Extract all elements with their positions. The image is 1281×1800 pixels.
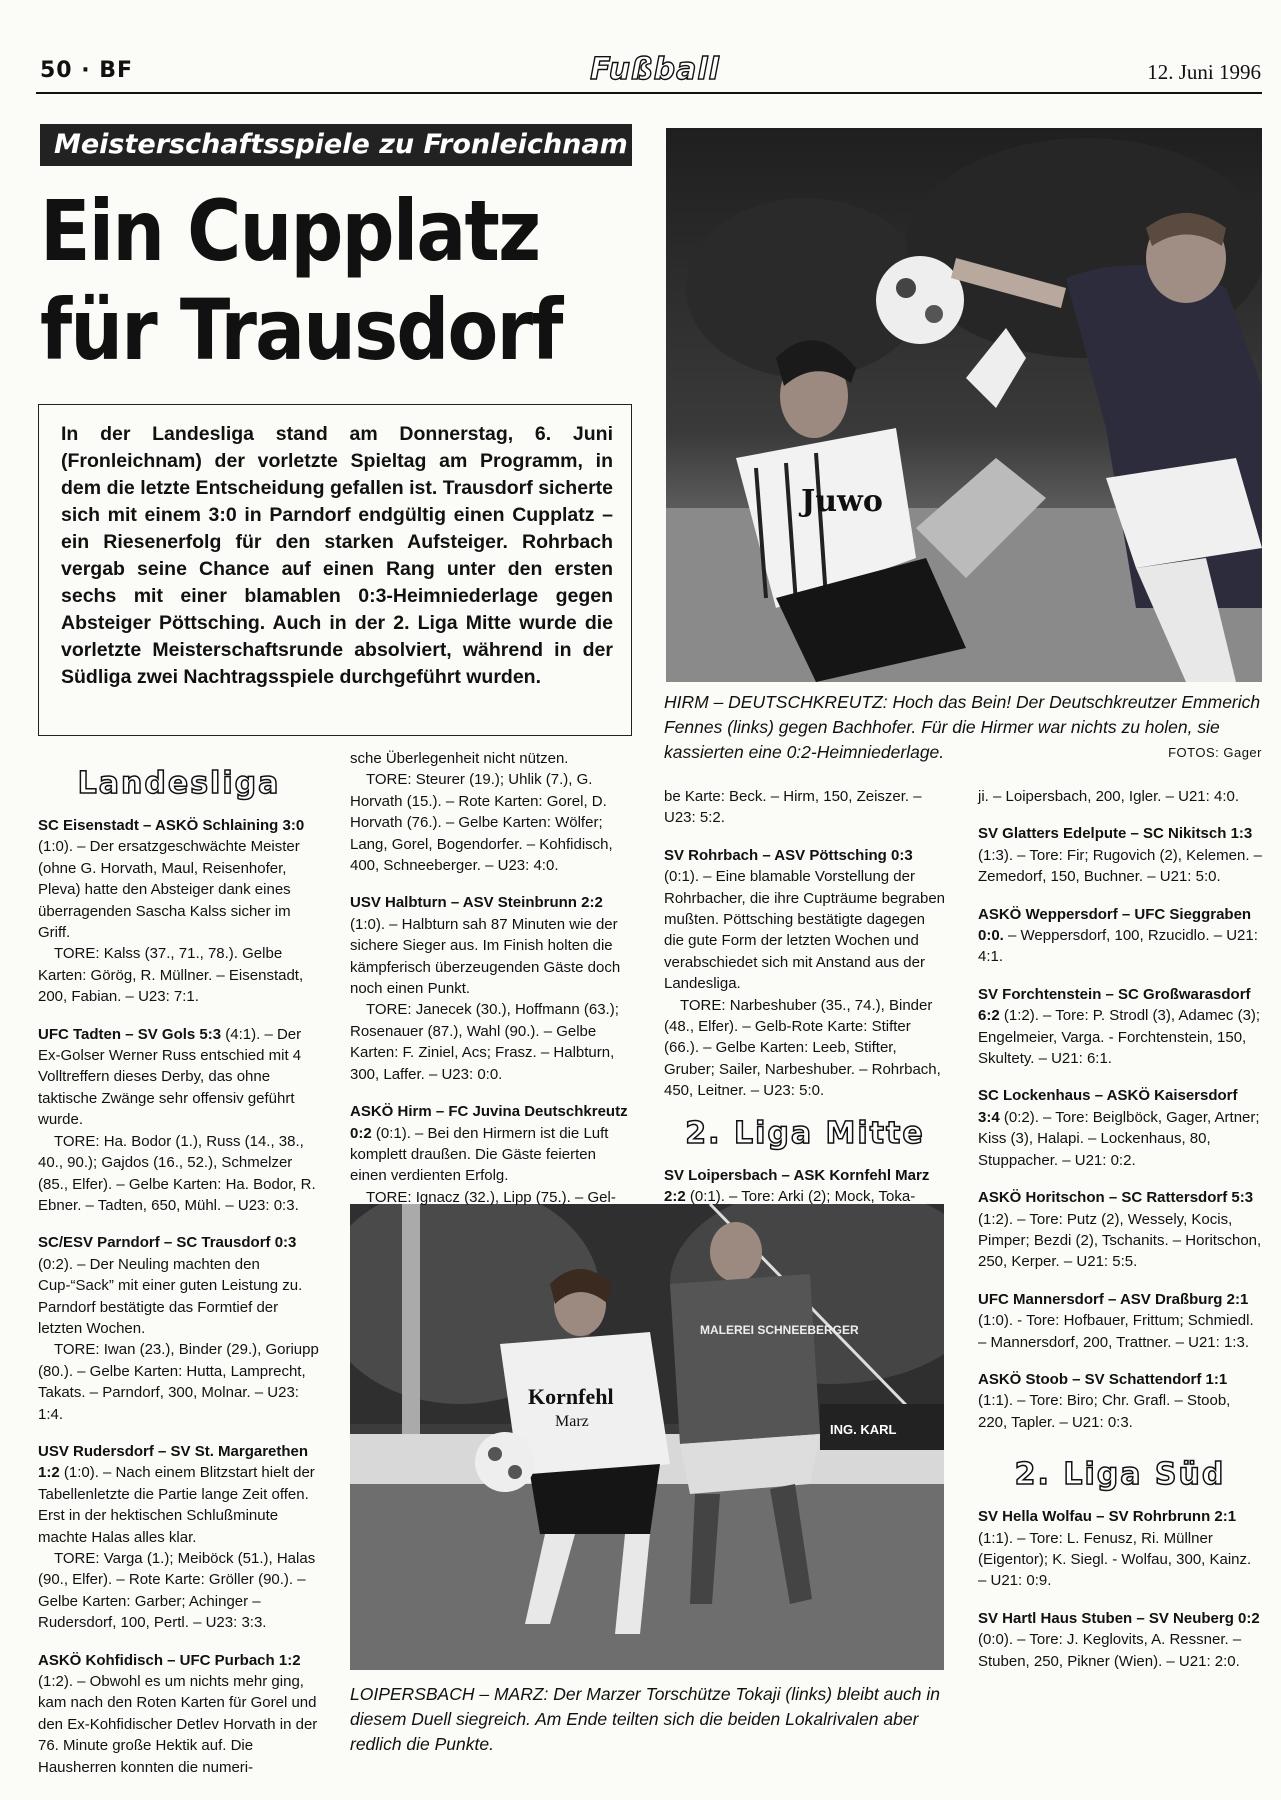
match-report (978, 984, 1262, 1070)
kicker: Meisterschaftsspiele zu Fronleichnam (40, 124, 632, 166)
match-summary (664, 786, 946, 829)
match-report (978, 904, 1262, 968)
column-1 (38, 758, 320, 1778)
match-report (38, 815, 320, 1008)
match-title: SC Lockenhaus – ASKÖ Kaisersdorf 3:4 (978, 1087, 1238, 1126)
headline-line-1: Ein Cupplatz (40, 182, 540, 280)
photo1-caption (664, 690, 1262, 765)
match-report (38, 1232, 320, 1425)
match-summary (38, 815, 320, 943)
match-summary (978, 904, 1262, 968)
match-text: (1:3). – Tore: Fir; Rugovich (2), Kelemen. – Zemedorf, 150, Buchner. – U21: 5:0. (978, 846, 1263, 886)
photo1-caption-text: HIRM – DEUTSCHKREUTZ: Hoch das Bein! Der Deutschkreutzer Emmerich Fennes (links) gegen Bachhofer. Für die Hirmer war nichts zu holen, sie kassierten eine 0:2-Heimniederlage. (664, 692, 1261, 762)
match-text: (1:1). – Tore: L. Fenusz, Ri. Müllner (Eigentor); K. Siegl. - Wolfau, 300, Kainz. – U21: 0:9. (978, 1529, 1252, 1590)
match-title: SC Eisenstadt – ASKÖ Schlaining 3:0 (38, 817, 305, 834)
match-title: ASKÖ Horitschon – SC Rattersdorf 5:3 (978, 1189, 1254, 1207)
match-summary (350, 748, 634, 769)
match-text: (1:0). – Der ersatzgeschwächte Meister (ohne G. Horvath, Maul, Reisenhofer, Pleva) hatte den Absteiger dank eines überragenden Sascha Kalss sicher im Griff. (38, 838, 300, 942)
match-title: ASKÖ Hirm – FC Juvina Deutschkreutz 0:2 (350, 1103, 628, 1142)
issue-date: 12. Juni 1996 (1147, 60, 1261, 84)
photo-loipersbach-marz (350, 1204, 944, 1670)
match-summary (978, 1608, 1262, 1672)
column-2 (350, 748, 634, 1208)
match-stats: TORE: Steurer (19.); Uhlik (7.), G. Horvath (15.). – Rote Karten: Gorel, D. Horvath (76.). – Gelbe Karten: Wölfer; Lang, Gorel, Bogendorfer. – Kohfidisch, 400, Schneeberger. – U23: 4:0. (350, 771, 613, 875)
match-summary (978, 984, 1262, 1070)
match-text: (1:2). – Tore: Putz (2), Wessely, Kocis, Pimper; Bezdi (2), Tschanits. – Horitschon, 250, Kerper. – U21: 5:5. (978, 1210, 1262, 1271)
match-title: SV Rohrbach – ASV Pöttsching 0:3 (664, 846, 913, 864)
match-text: (0:0). – Tore: J. Keglovits, A. Ressner. – Stuben, 250, Pikner (Wien). – U21: 2:0. (978, 1631, 1242, 1670)
photo1-shirt-text: Juwo (801, 484, 883, 519)
match-summary (350, 1101, 634, 1187)
match-text: (1:2). – Tore: P. Strodl (3), Adamec (3); Engelmeier, Varga. - Forchtenstein, 150, Skultety. – U21: 6:1. (978, 1007, 1261, 1068)
match-title: UFC Mannersdorf – ASV Draßburg 2:1 (978, 1290, 1249, 1308)
match-summary (978, 1289, 1262, 1353)
match-report (978, 823, 1262, 887)
photo2-shirt-text-1: Kornfehl (528, 1384, 614, 1409)
match-text: (1:0). – Halbturn sah 87 Minuten wie der sichere Sieger aus. Im Finish holten die kämpferisch überzeugenden Gäste doch noch einen Punkt. (350, 915, 621, 998)
match-report (978, 1289, 1262, 1353)
column-4 (978, 786, 1262, 1672)
match-summary (978, 1506, 1262, 1592)
match-summary (978, 1369, 1262, 1433)
match-text: (1:2). – Obwohl es um nichts mehr ging, kam nach den Roten Karten für Gorel und den Ex-Kohfidischer Detlev Horvath in der 76. Minute große Hektik auf. Die Hausherren konnten die numeri- (38, 1673, 318, 1776)
header-rule (36, 92, 1262, 94)
match-report (978, 786, 1262, 807)
match-stats: TORE: Ignacz (32.), Lipp (75.). – Gel- (366, 1188, 616, 1206)
match-report (664, 1165, 946, 1208)
section-heading-landesliga: Landesliga (77, 766, 281, 801)
photo-credit: FOTOS: Gager (1168, 745, 1262, 760)
match-text: (0:1). – Bei den Hirmern ist die Luft komplett draußen. Die Gäste feierten einen verdienten Erfolg. (350, 1124, 609, 1185)
match-title: SC/ESV Parndorf – SC Trausdorf 0:3 (38, 1234, 297, 1252)
section-heading-liga-sued: 2. Liga Süd (1014, 1457, 1226, 1493)
match-title: ASKÖ Stoob – SV Schattendorf 1:1 (978, 1370, 1228, 1388)
photo2-caption: LOIPERSBACH – MARZ: Der Marzer Torschütze Tokaji (links) bleibt auch in diesem Duell siegreich. Am Ende teilten sich die beiden Lokalrivalen aber redlich die Punkte. (350, 1684, 941, 1754)
match-report (978, 1369, 1262, 1433)
match-summary (664, 1165, 946, 1208)
match-text: sche Überlegenheit nicht nützen. (350, 750, 569, 767)
photo2-shirt-text-2: Marz (555, 1413, 589, 1430)
match-summary (978, 1187, 1262, 1273)
match-text: be Karte: Beck. – Hirm, 150, Zeiszer. – U23: 5:2. (664, 788, 922, 827)
match-report (664, 786, 946, 829)
match-report (38, 1441, 320, 1634)
match-report (350, 748, 634, 876)
match-report (350, 892, 634, 1085)
match-text: (0:2). – Tore: Beiglböck, Gager, Artner; Kiss (3), Halapi. – Lockenhaus, 80, Stuppacher. – U21: 0:2. (978, 1108, 1260, 1169)
match-title: SV Forchtenstein – SC Großwarasdorf 6:2 (978, 985, 1251, 1025)
match-summary (978, 786, 1262, 807)
match-text: – Weppersdorf, 100, Rzucidlo. – U21: 4:1. (978, 927, 1258, 966)
match-text: ji. – Loipersbach, 200, Igler. – U21: 4:0. (978, 788, 1239, 805)
match-text: (4:1). – Der Ex-Golser Werner Russ entschied mit 4 Volltreffern dieses Derby, das ohne taktische Zwänge sehr offensiv geführt wurde. (38, 1025, 302, 1129)
column-3-matches-landesliga (664, 786, 946, 1102)
match-stats: TORE: Iwan (23.), Binder (29.), Goriupp (80.). – Gelbe Karten: Hutta, Lamprecht, Takats. – Parndorf, 300, Molnar. – U23: 1:4. (38, 1341, 319, 1423)
section-heading-liga-mitte: 2. Liga Mitte (685, 1115, 925, 1151)
column-1-matches (38, 815, 320, 1778)
match-stats: TORE: Janecek (30.), Hoffmann (63.); Rosenauer (87.), Wahl (90.). – Gelbe Karten: F. Ziniel, Acs; Frasz. – Halbturn, 300, Laffer. – U23: 0:0. (350, 1001, 619, 1083)
column-3 (664, 786, 946, 1208)
lead-paragraph: In der Landesliga stand am Donnerstag, 6. Juni (Fronleichnam) der vorletzte Spieltag am Programm, in dem die letzte Entscheidung gefallen ist. Trausdorf sicherte sich mit einem 3:0 in Parndorf endgültig einen Cupplatz – ein Riesenerfolg für den starken Aufsteiger. Rohrbach vergab seine Chance auf einen Rang unter den ersten sechs mit einer blamablen 0:3-Heimniederlage gegen Absteiger Pöttsching. Auch in der 2. Liga Mitte wurde die vorletzte Meisterschaftsrunde absolviert, während in der Südliga zwei Nachtragsspiele durchgeführt wurden. (38, 404, 632, 736)
match-title: USV Halbturn – ASV Steinbrunn 2:2 (350, 894, 603, 912)
match-summary (978, 1085, 1262, 1171)
match-report (38, 1650, 320, 1778)
photo-loipersbach-marz-image (350, 1204, 944, 1670)
column-2-matches (350, 748, 634, 1208)
photo-hirm-deutschkreutz-image (666, 128, 1262, 682)
match-report (664, 845, 946, 1102)
match-text: (0:1). – Tore: Arki (2); Mock, Toka- (689, 1188, 916, 1206)
match-summary (38, 1650, 320, 1778)
match-stats: TORE: Narbeshuber (35., 74.), Binder (48., Elfer). – Gelb-Rote Karte: Stifter (66.). – Gelbe Karten: Leeb, Stifter, Gruber; Sailer, Narbeshuber. – Rohrbach, 450, Leitner. – U23: 5:0. (664, 996, 941, 1100)
match-summary (664, 845, 946, 995)
column-4-matches-mitte (978, 786, 1262, 1433)
match-text: (1:1). – Tore: Biro; Chr. Grafl. – Stoob, 220, Tapler. – U21: 0:3. (978, 1392, 1231, 1431)
match-report (978, 1085, 1262, 1171)
match-title: SV Glatters Edelpute – SC Nikitsch 1:3 (978, 825, 1253, 843)
match-report (38, 1024, 320, 1217)
match-report (978, 1608, 1262, 1672)
match-text: (1:0). - Tore: Hofbauer, Frittum; Schmiedl. – Mannersdorf, 200, Trattner. – U21: 1:3. (978, 1312, 1254, 1351)
photo2-shirt-text-3: MALEREI SCHNEEBERGER (700, 1323, 859, 1337)
match-summary (38, 1024, 320, 1131)
match-summary (978, 823, 1262, 887)
match-stats: TORE: Ha. Bodor (1.), Russ (14., 38., 40., 90.); Gajdos (16., 52.), Schmelzer (85., Elfer). – Gelbe Karten: Ha. Bodor, R. Ebner. – Tadten, 650, Mühl. – U23: 0:3. (38, 1132, 316, 1214)
match-title: SV Hartl Haus Stuben – SV Neuberg 0:2 (978, 1609, 1260, 1627)
match-summary (350, 892, 634, 999)
match-text: (0:2). – Der Neuling machten den Cup-“Sack” mit einer guten Leistung zu. Parndorf bestätigte das Formtief der letzten Wochen. (38, 1255, 303, 1337)
section-title: Fußball (590, 52, 720, 87)
page-number: 50 · BF (40, 58, 134, 83)
match-text: (1:0). – Nach einem Blitzstart hielt der Tabellenletzte die Partie lange Zeit offen. Erst in der hektischen Schlußminute machte Halas alles klar. (38, 1464, 315, 1546)
column-3-matches-mitte (664, 1165, 946, 1208)
match-summary (38, 1441, 320, 1548)
match-text: (0:1). – Eine blamable Vorstellung der Rohrbacher, die ihre Cupträume begraben mußten. Pöttsching bestätigte dagegen die gute Form der letzten Wochen und verabschiedet sich mit Anstand aus der Landesliga. (664, 868, 946, 993)
match-title: SV Hella Wolfau – SV Rohrbrunn 2:1 (978, 1508, 1237, 1526)
column-4-matches-sued (978, 1506, 1262, 1672)
match-report (350, 1101, 634, 1208)
match-report (978, 1187, 1262, 1273)
match-title: USV Rudersdorf – SV St. Margarethen 1:2 (38, 1442, 309, 1482)
headline-line-2: für Trausdorf (40, 281, 562, 380)
match-report (978, 1506, 1262, 1592)
photo-hirm-deutschkreutz (666, 128, 1262, 682)
match-title: UFC Tadten – SV Gols 5:3 (38, 1025, 222, 1043)
match-stats: TORE: Kalss (37., 71., 78.). Gelbe Karten: Görög, R. Müllner. – Eisenstadt, 200, Fabian. – U23: 7:1. (38, 945, 304, 1006)
match-title: ASKÖ Weppersdorf – UFC Sieggraben 0:0. (978, 905, 1252, 945)
match-title: ASKÖ Kohfidisch – UFC Purbach 1:2 (38, 1651, 301, 1669)
match-stats: TORE: Varga (1.); Meiböck (51.), Halas (90., Elfer). – Rote Karte: Gröller (90.). – Gelbe Karten: Garber; Achinger – Rudersdorf, 100, Pertl. – U23: 3:3. (38, 1550, 316, 1632)
match-title: SV Loipersbach – ASK Kornfehl Marz 2:2 (664, 1166, 930, 1206)
photo2-board-text: ING. KARL (830, 1422, 897, 1437)
headline (40, 182, 568, 380)
match-summary (38, 1232, 320, 1339)
